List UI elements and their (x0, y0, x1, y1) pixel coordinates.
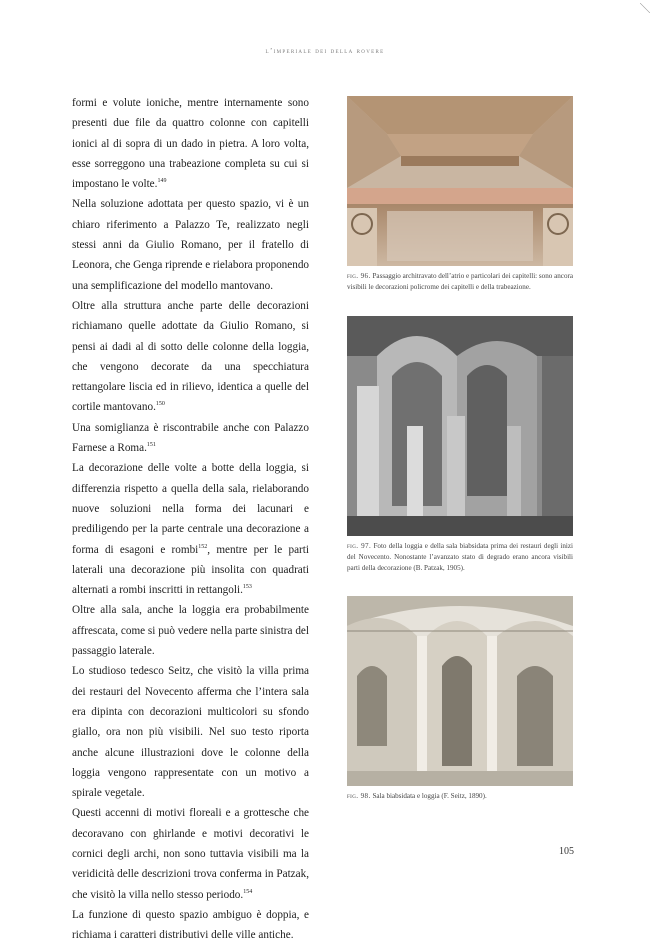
body-text-column (72, 93, 309, 945)
figure-97 (347, 316, 573, 575)
paragraph: formi e volute ioniche, mentre internamente sono presenti due file da quattro colonne con capitelli ionici al di sopra di un dado in pietra. A loro volta, esse sorreggono una trabeazione completa su cui si impostano le volte.$^{149}$ (72, 97, 309, 191)
figure-caption: fig. 98. Sala biabsidata e loggia (F. Seitz, 1890). (347, 792, 487, 800)
figure-caption: fig. 97. Foto della loggia e della sala biabsidata prima dei restauri degli inizi del Novecento. Nonostante l’avanzato stato di degrado erano ancora visibili parti della decorazione (B. Patzak, 1905). (347, 542, 573, 573)
engraving-apsidal-hall-and-loggia (347, 596, 573, 786)
footnote-ref: 149 (157, 178, 167, 185)
footnote-ref: 153 (242, 584, 252, 591)
footnote-ref: 150 (155, 401, 165, 408)
paragraph: Lo studioso tedesco Seitz, che visitò la villa prima dei restauri del Novecento afferma che l’intera sala era dipinta con decorazioni multicolori su sfondo giallo, ora non più visibili. Nel suo testo riporta anche alcune illustrazioni dove le colonne della loggia vengono rappresentate con un motivo a spirale vegetale. (72, 665, 309, 800)
footnote-ref: 151 (146, 442, 156, 449)
paragraph: Nella soluzione adottata per questo spazio, vi è un chiaro riferimento a Palazzo Te, realizzato negli stessi anni da Giulio Romano, per il fratello di Leonora, che Genga riprende e rielabora proponendo una semplificazione del modello mantovano. (72, 198, 310, 292)
figure-number: fig. 96. (347, 272, 371, 280)
paragraph: Questi accenni di motivi floreali e a grottesche che decoravano con ghirlande e motivi decorativi le cornici degli archi, non sono tuttavia visibili ma la veridicità delle descrizioni trova conferma in Patzak, che visitò la villa nello stesso periodo.$^{154}$ (72, 807, 309, 901)
running-header: l’imperiale dei della rovere (265, 46, 385, 55)
paragraph: La decorazione delle volte a botte della loggia, si differenzia rispetto a quella della sala, rielaborando nuove soluzioni nella forma dei lacunari e prediligendo per la parte centrale una decorazione a forma di esagoni e rombi$^{152}$, mentre per le parti laterali una decorazione più insolita con quadrati alternati a rombi inscritti in rettangoli.$^{153}$ (72, 462, 309, 597)
figure-number: fig. 97. (347, 542, 372, 550)
paragraph: Una somiglianza è riscontrabile anche con Palazzo Farnese a Roma.$^{151}$ (72, 421, 309, 455)
paragraph: Oltre alla sala, anche la loggia era probabilmente affrescata, come si può vedere nella parte sinistra del passaggio laterale. (72, 604, 309, 658)
figure-98 (347, 596, 573, 802)
figure-96 (347, 96, 573, 293)
paragraph: Oltre alla struttura anche parte delle decorazioni richiamano quelle adottate da Giulio Romano, si pensi ai dadi al di sotto delle colonne della loggia, che vengono decorate da una specchiatura rettangolare liscia ed in rilievo, identica a quelle del cortile mantovano.$^{150}$ (72, 299, 309, 414)
footnote-ref: 152 (198, 543, 208, 550)
photo-atrium-coffered-ceiling (347, 96, 573, 266)
figure-caption: fig. 96. Passaggio architravato dell’atrio e particolari dei capitelli: sono ancora visibili le decorazioni policrome dei capitelli e della trabeazione. (347, 272, 573, 292)
photo-loggia-before-restoration (347, 316, 573, 536)
page-corner-mark (640, 0, 650, 10)
footnote-ref: 154 (243, 888, 253, 895)
page-number: 105 (559, 846, 574, 857)
figure-number: fig. 98. (347, 792, 371, 800)
paragraph: La funzione di questo spazio ambiguo è doppia, e richiama i caratteri distributivi delle ville antiche. (72, 908, 309, 942)
